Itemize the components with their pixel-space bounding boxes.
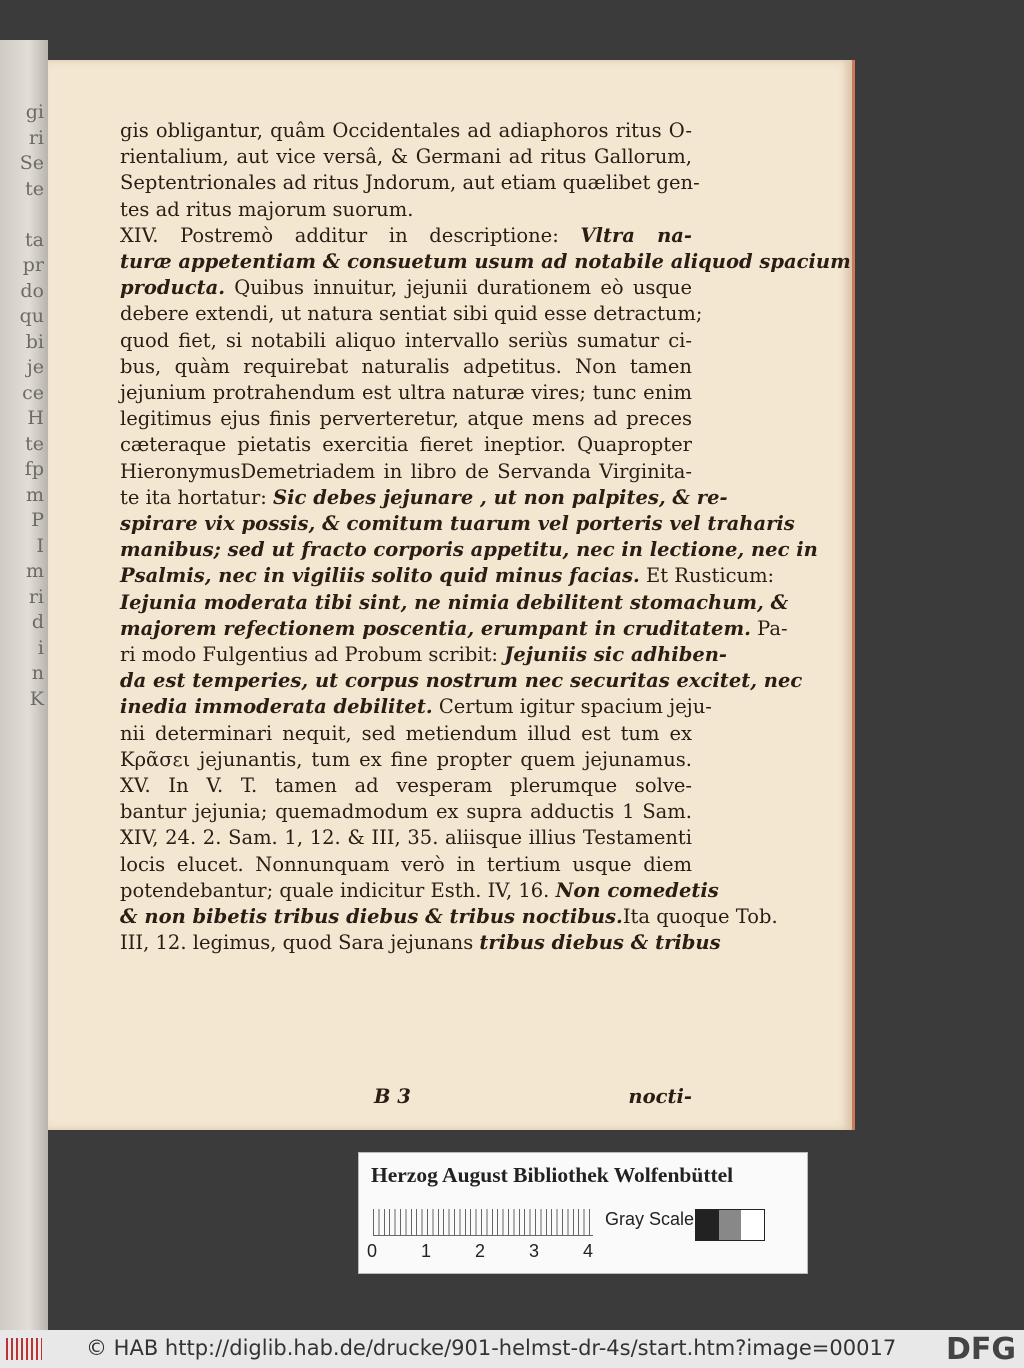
text-line <box>120 747 692 773</box>
fragment-text: fp <box>24 458 44 480</box>
text-line <box>120 223 692 249</box>
roman-text: Κρᾶσει jejunantis, tum ex fine propter quem jejunamus. <box>120 747 692 771</box>
fragment-text <box>0 202 44 228</box>
italic-text: Non comedetis <box>555 878 719 902</box>
italic-text: Sic debes jejunare , ut non palpites, & re- <box>273 485 728 509</box>
roman-text: XIV, 24. 2. Sam. 1, 12. & III, 35. aliisque illius Testamenti <box>120 826 692 850</box>
fragment-text: m <box>25 483 44 506</box>
text-line <box>120 511 795 537</box>
italic-text: Jejuniis sic adhiben- <box>504 643 728 667</box>
text-line <box>120 380 692 406</box>
fragment-text: gi <box>25 101 44 123</box>
text-line <box>120 799 692 825</box>
fragment-text: H <box>27 407 44 429</box>
roman-text: rientalium, aut vice versâ, & Germani ad ritus Gallorum, <box>120 145 692 169</box>
italic-text: da est temperies, ut corpus nostrum nec securitas excitet, nec <box>120 669 803 693</box>
fragment-text: te <box>25 177 44 200</box>
text-line <box>120 197 692 223</box>
italic-text: turæ appetentiam & consuetum usum ad notabile aliquod spacium <box>120 250 851 274</box>
text-line <box>120 721 692 747</box>
roman-text: cæteraque pietatis exercitia fieret ineptior. Quapropter <box>120 433 692 457</box>
fragment-text: K <box>29 687 44 710</box>
roman-text: potendebantur; quale indicitur Esth. IV, 16. <box>120 878 556 902</box>
text-line <box>120 485 728 511</box>
signature-mark: B 3 <box>374 1085 411 1108</box>
roman-text: gis obligantur, quâm Occidentales ad adiaphoros ritus O- <box>120 119 692 142</box>
text-line <box>120 275 692 301</box>
text-line <box>120 459 692 485</box>
text-line <box>120 904 778 930</box>
text-line <box>120 825 692 851</box>
ruler-number: 3 <box>529 1241 540 1261</box>
color-scale-card <box>358 1152 808 1274</box>
library-name: Herzog August Bibliothek Wolfenbüttel <box>371 1163 734 1187</box>
fragment-text: d <box>31 611 44 633</box>
roman-text: ri modo Fulgentius ad Probum scribit: <box>120 643 505 667</box>
fragment-text: ri <box>28 585 44 608</box>
roman-text: tes ad ritus majorum suorum. <box>120 197 414 221</box>
gray-scale-swatches <box>695 1209 765 1241</box>
roman-text: quod fiet, si notabili aliquo intervallo seriùs sumatur ci- <box>120 328 692 352</box>
viewer-footer <box>0 1330 1024 1368</box>
fragment-text: ri <box>28 126 44 149</box>
text-line <box>120 537 818 563</box>
gray-swatch <box>741 1210 764 1240</box>
italic-text: Iejunia moderata tibi sint, ne nimia debilitent stomachum, & <box>120 590 789 614</box>
page-text <box>120 118 851 1108</box>
text-line <box>120 170 700 196</box>
text-line <box>120 590 789 616</box>
fragment-text: n <box>31 662 44 684</box>
roman-text: bus, quàm requirebat naturalis adpetitus. Non tamen <box>120 354 692 378</box>
text-line <box>120 642 728 668</box>
text-line <box>120 878 719 904</box>
text-line <box>120 930 721 956</box>
gray-swatch <box>696 1210 719 1240</box>
roman-text: Certum igitur spacium jeju- <box>432 695 712 719</box>
text-line <box>120 144 692 170</box>
ruler-number: 2 <box>475 1241 486 1261</box>
italic-text: tribus diebus & tribus <box>479 931 721 955</box>
fragment-text: qu <box>19 305 44 327</box>
italic-text: spirare vix possis, & comitum tuarum vel porteris vel traharis <box>120 512 795 536</box>
text-line <box>120 354 692 380</box>
roman-text: debere extendi, ut natura sentiat sibi quid esse detractum; <box>120 302 703 326</box>
text-line <box>120 249 851 275</box>
text-line <box>120 563 775 589</box>
text-line <box>120 301 703 327</box>
roman-text: te ita hortatur: <box>120 485 274 509</box>
ruler-number: 4 <box>583 1241 594 1261</box>
roman-text: XV. In V. T. tamen ad vesperam plerumque solve- <box>120 774 692 798</box>
text-line <box>120 668 803 694</box>
fragment-text: te <box>25 432 44 455</box>
copyright-link[interactable]: © HAB http://diglib.hab.de/drucke/901-helmst-dr-4s/start.htm?image=00017 <box>86 1336 897 1360</box>
ruler-number: 0 <box>367 1241 378 1261</box>
italic-text: & non bibetis tribus diebus & tribus noctibus. <box>120 905 623 929</box>
gray-swatch <box>719 1210 742 1240</box>
roman-text: Quibus innuitur, jejunii durationem eò usque <box>225 276 692 300</box>
text-line <box>120 852 692 878</box>
italic-text: producta. <box>120 276 226 300</box>
fragment-text: I <box>36 534 44 557</box>
roman-text: legitimus ejus finis perverteretur, atque mens ad preces <box>120 407 692 431</box>
previous-page-fragments <box>0 100 44 712</box>
fragment-text: pr <box>22 254 44 276</box>
barcode-icon <box>6 1338 42 1360</box>
fragment-text: i <box>37 636 44 659</box>
fragment-text: ta <box>25 228 44 251</box>
ruler-number: 1 <box>421 1241 432 1261</box>
roman-text: locis elucet. Nonnunquam verò in tertium usque diem <box>120 852 692 876</box>
italic-text: Psalmis, nec in vigiliis solito quid minus facias. <box>120 564 640 588</box>
roman-text: III, 12. legimus, quod Sara jejunans <box>120 931 480 955</box>
fragment-text: do <box>20 279 44 302</box>
roman-text: Pa- <box>750 616 788 640</box>
text-line <box>120 118 692 144</box>
roman-text: Ita quoque Tob. <box>622 905 778 929</box>
dfg-logo: DFG <box>945 1332 1016 1367</box>
fragment-text: ce <box>22 381 44 404</box>
gray-scale-label: Gray Scale <box>605 1209 695 1229</box>
text-line <box>120 616 788 642</box>
fragment-text: bi <box>25 330 44 353</box>
book-page <box>48 60 855 1130</box>
previous-page-edge <box>0 40 48 1330</box>
roman-text: Septentrionales ad ritus Jndorum, aut etiam quælibet gen- <box>120 171 700 195</box>
roman-text: jejunium protrahendum est ultra naturæ vires; tunc enim <box>120 381 692 405</box>
italic-text: inedia immoderata debilitet. <box>120 695 433 719</box>
text-line <box>120 406 692 432</box>
roman-text: nii determinari nequit, sed metiendum illud est tum ex <box>120 721 692 745</box>
text-line <box>120 694 712 720</box>
fragment-text: Se <box>19 152 44 174</box>
italic-text: manibus; sed ut fracto corporis appetitu, nec in lectione, nec in <box>120 538 818 562</box>
fragment-text: je <box>26 356 44 378</box>
fragment-text: m <box>25 560 44 582</box>
text-line <box>120 432 692 458</box>
fragment-text: P <box>31 509 44 531</box>
roman-text: HieronymusDemetriadem in libro de Servanda Virginita- <box>120 459 692 483</box>
measure-ruler <box>373 1209 593 1236</box>
catchword: nocti- <box>628 1085 692 1108</box>
italic-text: Vltra na- <box>580 223 692 247</box>
roman-text: Et Rusticum: <box>639 564 775 588</box>
text-line <box>120 328 692 354</box>
text-line <box>120 773 692 799</box>
roman-text: XIV. Postremò additur in descriptione: <box>120 223 581 247</box>
roman-text: bantur jejunia; quemadmodum ex supra adductis 1 Sam. <box>120 800 692 824</box>
italic-text: majorem refectionem poscentia, erumpant in cruditatem. <box>120 616 751 640</box>
